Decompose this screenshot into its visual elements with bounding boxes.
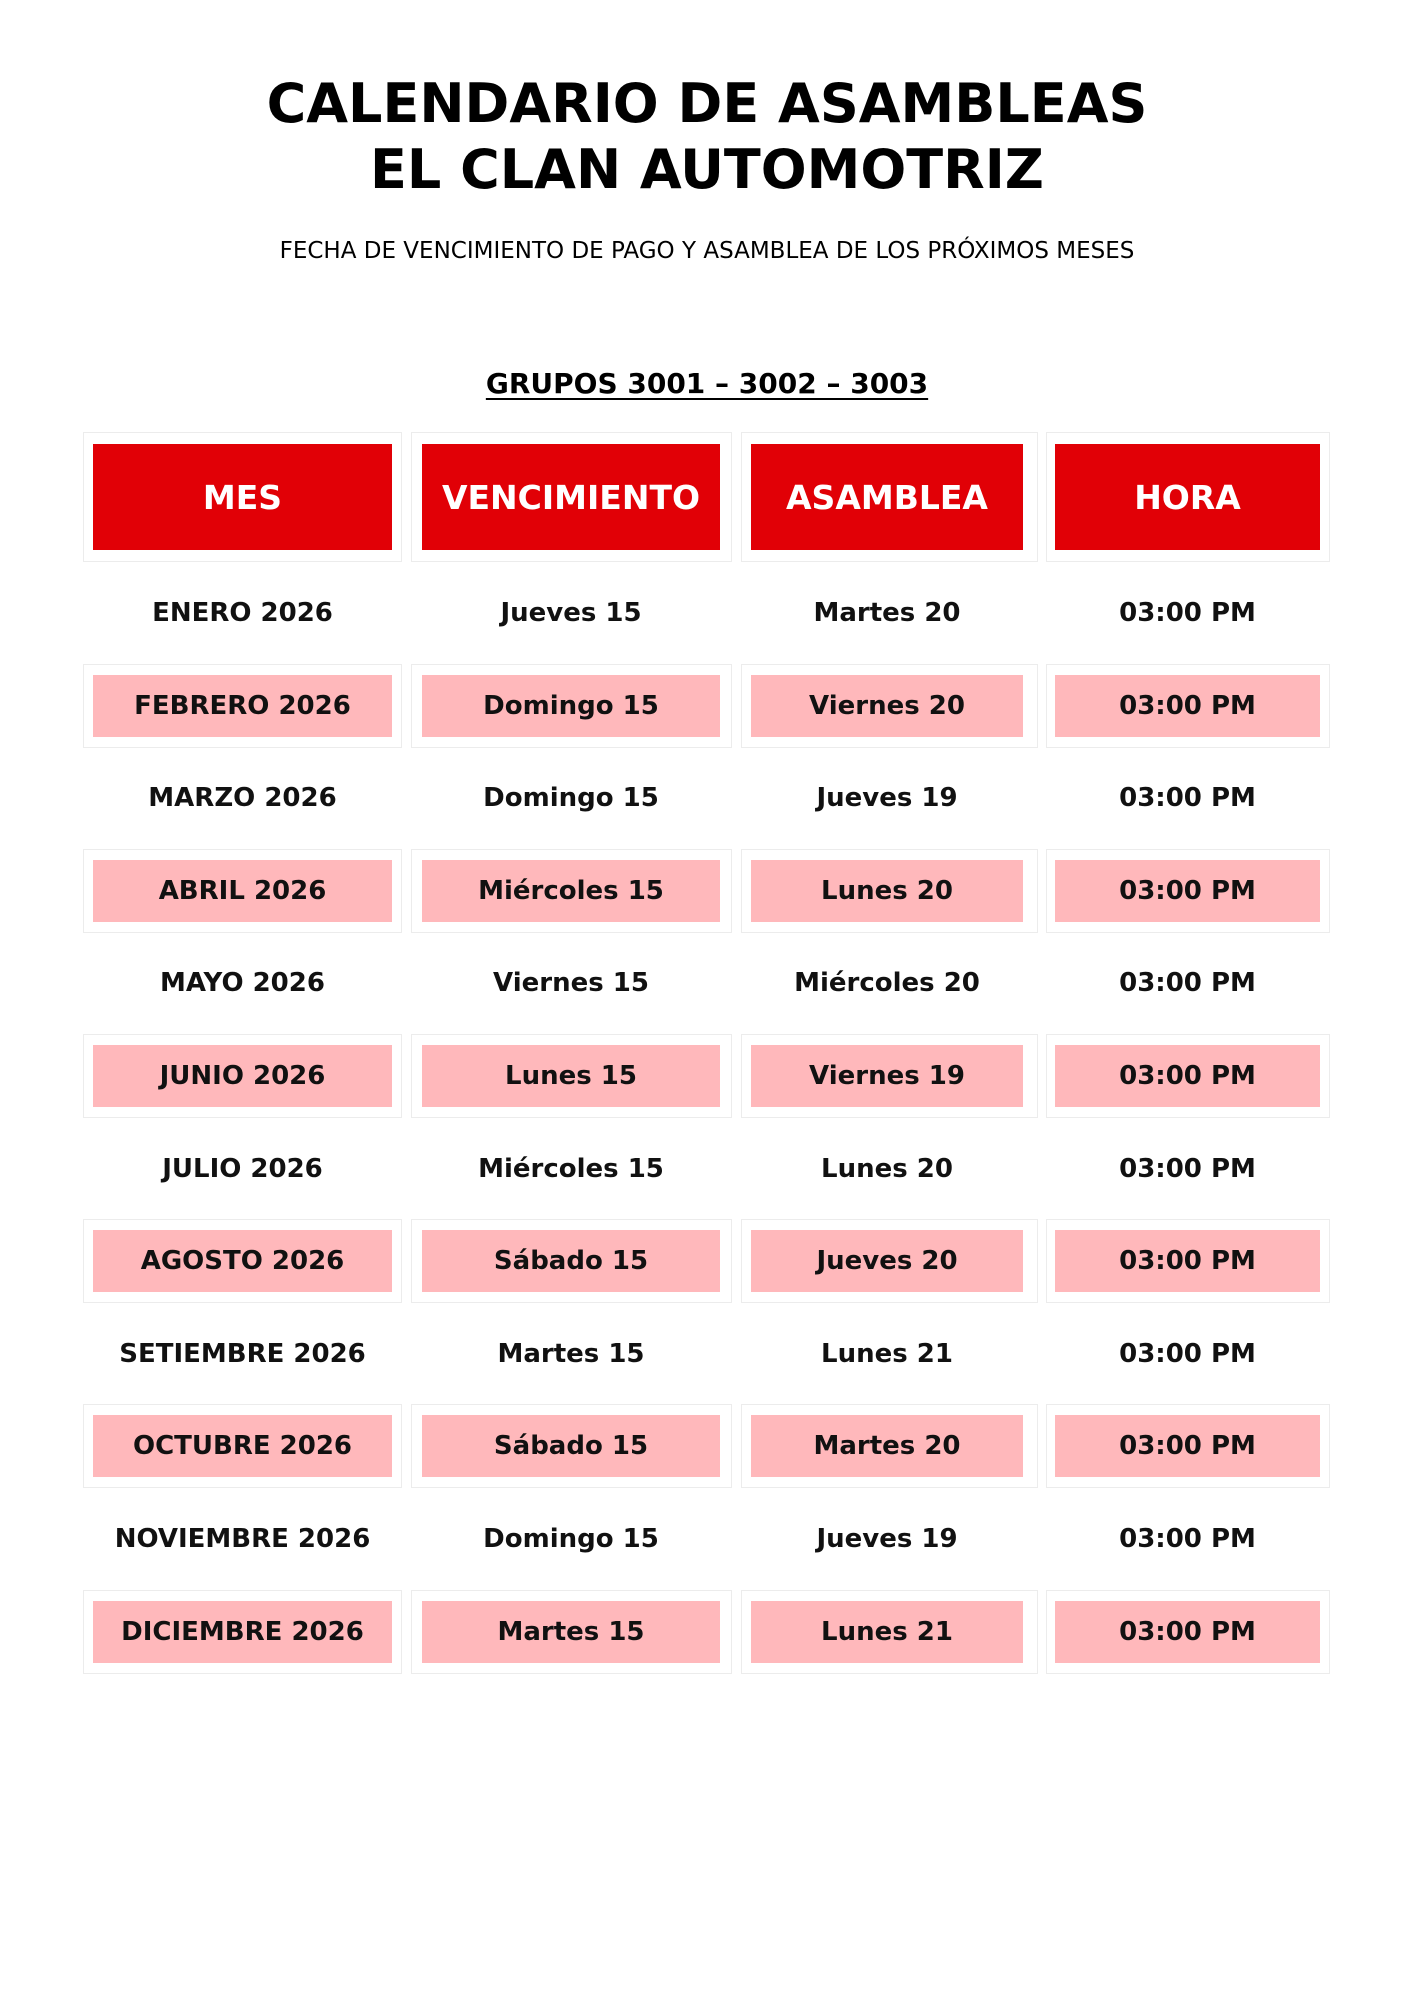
table-cell-mes: MAYO 2026 (160, 968, 325, 999)
table-cell-asamblea: Martes 20 (813, 598, 961, 628)
table-cell-asamblea: Miércoles 20 (794, 968, 980, 999)
table-cell-mes: JULIO 2026 (162, 1153, 323, 1184)
table-cell-asamblea: Viernes 20 (751, 675, 1023, 737)
table-cell-vencimiento: Domingo 15 (483, 783, 659, 814)
table-cell-mes: ABRIL 2026 (93, 860, 392, 922)
table-cell-vencimiento: Jueves 15 (500, 598, 642, 628)
table-cell-hora: 03:00 PM (1119, 598, 1256, 628)
table-cell-vencimiento: Sábado 15 (422, 1415, 720, 1477)
table-cell-vencimiento: Miércoles 15 (478, 1153, 664, 1184)
table-cell-vencimiento: Domingo 15 (422, 675, 720, 737)
table-cell-hora: 03:00 PM (1055, 675, 1320, 737)
table-cell-asamblea: Viernes 19 (751, 1045, 1023, 1107)
column-header-vencimiento: VENCIMIENTO (422, 444, 720, 550)
table-cell-mes: MARZO 2026 (148, 783, 337, 814)
table-cell-vencimiento: Martes 15 (497, 1338, 645, 1369)
page-subtitle: FECHA DE VENCIMIENTO DE PAGO Y ASAMBLEA DE LOS PRÓXIMOS MESES (279, 238, 1135, 264)
table-cell-hora: 03:00 PM (1119, 968, 1256, 999)
table-cell-asamblea: Lunes 21 (751, 1601, 1023, 1663)
table-cell-asamblea: Lunes 21 (821, 1338, 953, 1369)
page-title-line-2: EL CLAN AUTOMOTRIZ (370, 138, 1044, 201)
groups-heading-text: GRUPOS 3001 – 3002 – 3003 (485, 367, 929, 400)
table-cell-hora: 03:00 PM (1055, 1601, 1320, 1663)
table-cell-asamblea: Martes 20 (751, 1415, 1023, 1477)
table-cell-mes: NOVIEMBRE 2026 (114, 1524, 371, 1554)
column-header-mes: MES (93, 444, 392, 550)
table-cell-hora: 03:00 PM (1055, 1230, 1320, 1292)
table-cell-mes: DICIEMBRE 2026 (93, 1601, 392, 1663)
table-cell-vencimiento: Martes 15 (422, 1601, 720, 1663)
table-cell-mes: AGOSTO 2026 (93, 1230, 392, 1292)
table-cell-asamblea: Jueves 19 (816, 783, 958, 814)
table-cell-hora: 03:00 PM (1055, 1045, 1320, 1107)
table-cell-hora: 03:00 PM (1119, 1153, 1256, 1184)
table-cell-hora: 03:00 PM (1119, 1338, 1256, 1369)
table-cell-hora: 03:00 PM (1055, 1415, 1320, 1477)
table-cell-asamblea: Jueves 19 (816, 1524, 958, 1554)
column-header-hora: HORA (1055, 444, 1320, 550)
table-cell-mes: JUNIO 2026 (93, 1045, 392, 1107)
table-cell-vencimiento: Sábado 15 (422, 1230, 720, 1292)
table-cell-mes: SETIEMBRE 2026 (119, 1338, 366, 1369)
table-cell-vencimiento: Miércoles 15 (422, 860, 720, 922)
table-cell-mes: OCTUBRE 2026 (93, 1415, 392, 1477)
page-title-line-1: CALENDARIO DE ASAMBLEAS (266, 72, 1148, 135)
table-cell-mes: FEBRERO 2026 (93, 675, 392, 737)
table-cell-asamblea: Lunes 20 (751, 860, 1023, 922)
column-header-asamblea: ASAMBLEA (751, 444, 1023, 550)
table-cell-vencimiento: Domingo 15 (483, 1524, 659, 1554)
table-cell-vencimiento: Lunes 15 (422, 1045, 720, 1107)
table-cell-mes: ENERO 2026 (152, 598, 333, 628)
table-cell-asamblea: Lunes 20 (821, 1153, 953, 1184)
table-cell-hora: 03:00 PM (1055, 860, 1320, 922)
table-cell-vencimiento: Viernes 15 (493, 968, 649, 999)
table-cell-hora: 03:00 PM (1119, 783, 1256, 814)
table-cell-asamblea: Jueves 20 (751, 1230, 1023, 1292)
table-cell-hora: 03:00 PM (1119, 1524, 1256, 1554)
